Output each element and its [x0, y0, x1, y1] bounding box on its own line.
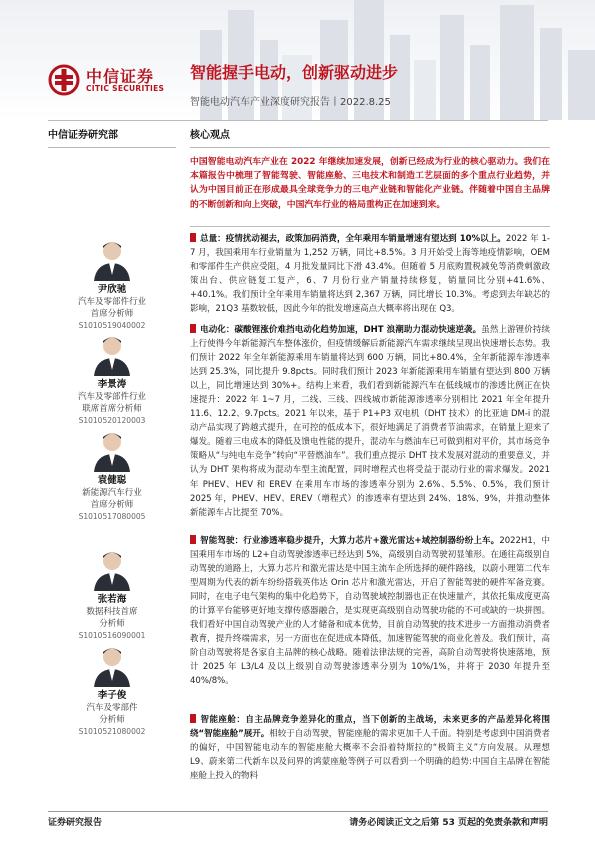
core-views-heading: 核心观点 [190, 130, 230, 141]
section-smart-cockpit [190, 713, 550, 783]
section-electrification [190, 323, 550, 520]
report-subtitle: 智能电动汽车产业深度研究报告丨2022.8.25 [190, 97, 391, 108]
left-heading-divider [48, 147, 176, 148]
section-smart-driving [190, 534, 550, 689]
section-lead: 智能座舱：自主品牌竞争差异化的重点，当下创新的主战场，未来更多的产品差异化将围绕“智能座舱”展开。 [190, 715, 550, 740]
analyst-license-id: S1010519040002 [78, 321, 146, 330]
analyst-title: 联席首席分析师 [82, 404, 142, 414]
logo-chinese-text: 中信证券 [86, 67, 155, 86]
analyst-license-id: S1010517080005 [78, 512, 146, 521]
right-heading-divider [190, 147, 550, 148]
analyst-photo [92, 428, 132, 472]
core-views-column [190, 128, 550, 148]
citic-securities-logo [48, 62, 178, 98]
section-body: 2022 年 1-7 月，我国乘用车行业销量为 1,252 万辆，同比+8.5%。3 月开始受上海等地疫情影响，OEM 和零部件生产供应受阻，4 月批发量同比下滑 43.4%。但随着 5 月底购置税减免等消费刺激政策出台、供应链复工复产，6、7 月份行业产销量持续修复，销量同比分别+41.6%、+40.1%。我们预计全年乘用车销量将达到 2,367 万辆，同比增长 10.3%。考虑到去年缺芯的影响，21Q3 基数较低，因此今年的批发增速高点大概率将出现在 Q3。 [190, 234, 550, 315]
analyst-title: 数据科技首席 [86, 607, 138, 617]
analyst-name: 张若海 [97, 594, 127, 605]
logo-english-text: CITIC SECURITIES [86, 84, 165, 93]
section-bullet-marker [190, 714, 196, 723]
analyst-card [48, 332, 176, 427]
analyst-title: 分析师 [99, 715, 125, 725]
header-divider [48, 120, 548, 121]
section-body: 虽然上游锂价持续上行使得今年新能源汽车整体涨价，但疫情缓解后新能源汽车需求继续呈现出快速增长态势。我们预计 2022 年全年新能源乘用车销量将达到 600 万辆，同比+80.4%，全年新能源车渗透率达到 25.3%，同比提升 9.8pcts。同时我们预计 2023 年新能源乘用车销量有望达到 800 万辆以上，同比增速达到 30%+。结构上来看，我们看到新能源汽车在低线城市的渗透比例正在快速提升：2022 年 1~7 月，二线、三线、四线城市新能源渗透率分别相比 2021 年全年提升 11.6、12.2、9.7pcts。2021 年以来，基于 P1+P3 双电机（DHT 技术）的比亚迪 DM-i 的混动产品实现了跨越式提升，在可控的低成本下，很好地满足了消费者节油需求，在销量上迎来了爆发。随着三电成本的降低及馈电性能的提升，混动车与燃油车已可做到相对平价，其市场竞争策略从“与纯电车竞争”转向“平替燃油车”。我们重点提示 DHT 技术发展对混动的重要意义，并认为 DHT 架构将成为混动车型主流配置，同时增程式也将受益于混动行业的需求爆发。2021 年 PHEV、HEV 和 EREV 在乘用车市场的渗透率分别为 2.6%、5.5%、0.5%，我们预计 2025 年，PHEV、HEV、EREV（增程式）的渗透率有望达到 24%、18%、9%，并推动整体新能源车占比提至 70%。 [190, 325, 550, 518]
footer-disclaimer-notice: 请务必阅读正文之后第 53 页起的免责条款和声明 [349, 818, 548, 828]
report-header [0, 0, 595, 120]
section-volume [190, 232, 550, 316]
section-body: 相较于自动驾驶，智能座舱的需求更加千人千面。特别是考虑到中国消费者的偏好，中国智能电动车的智能座舱大概率不会沿着特斯拉的“极简主义”方向发展。从理想 L9、蔚来第二代新车以及问界的鸿蒙座舱等例子可以看到一个明确的趋势:中国自主品牌在智能座舱上投入的物料 [190, 729, 550, 782]
analyst-card [48, 428, 176, 523]
analyst-card [48, 643, 176, 738]
report-title: 智能握手电动，创新驱动进步 [190, 63, 399, 82]
footer-divider [48, 811, 548, 812]
analyst-name: 李子俊 [97, 690, 127, 701]
analyst-photo [92, 237, 132, 281]
analyst-title: 首席分析师 [90, 500, 134, 510]
analyst-title: 分析师 [99, 619, 125, 629]
section-bullet-marker [190, 324, 196, 333]
analyst-name: 李景涛 [97, 379, 127, 390]
research-dept-column [48, 128, 176, 148]
research-dept-heading: 中信证券研究部 [48, 130, 118, 141]
section-body: 2022H1，中国乘用车市场的 L2+自动驾驶渗透率已经达到 5%，高级别自动驾驶初显雏形。在通往高级别自动驾驶的道路上，大算力芯片和激光雷达是中国主流车企所选择的硬件路线，以蔚小理第二代车型周期为代表的新车纷纷搭载英伟达 Orin 芯片和激光雷达，开启了智能驾驶的硬件军备竞赛。同时，在电子电气架构的集中化趋势下，自动驾驶域控制器也正在快速量产，其依托集成度更高的计算平台能够更好地支撑传感器融合，是实现更高级别自动驾驶功能的不可或缺的一块拼图。我们看好中国自动驾驶产业的人才储备和成本优势，目前自动驾驶的技术进步一方面推动消费者教育，提升终端需求，另一方面也在促进成本降低，加速智能驾驶的商业化普及。我们预计，高阶自动驾驶将是各家自主品牌的核心战略。随着法律法规的完善，高阶自动驾驶将快速落地，预计 2025 年 L3/L4 及以上级别自动驾驶渗透率分别为 10%/1%，并将于 2030 年提升至 40%/8%。 [190, 536, 550, 687]
analyst-card [48, 547, 176, 642]
analyst-title: 汽车及零部件行业 [77, 392, 146, 402]
analyst-title: 新能源汽车行业 [82, 488, 142, 498]
section-lead: 总量：疫情扰动褪去，政策加码消费，全年乘用车销量增速有望达到 10%以上。 [200, 234, 506, 244]
section-bullet-marker [190, 535, 196, 544]
section-lead: 电动化：碳酸锂涨价难挡电动化趋势加速，DHT 浪潮助力混动快速逆袭。 [200, 325, 482, 335]
analyst-license-id: S1010516090001 [78, 631, 146, 640]
section-lead: 智能驾驶：行业渗透率稳步提升，大算力芯片+激光雷达+域控制器纷纷上车。 [200, 536, 500, 546]
analyst-photo [92, 643, 132, 687]
summary-divider [190, 226, 550, 227]
footer-report-type: 证券研究报告 [48, 818, 103, 828]
analyst-license-id: S1010520120003 [78, 416, 146, 425]
analyst-title: 首席分析师 [90, 309, 134, 319]
analyst-card [48, 237, 176, 332]
analyst-license-id: S1010521080002 [78, 727, 146, 736]
analyst-photo [92, 547, 132, 591]
section-bullet-marker [190, 233, 196, 242]
summary-paragraph: 中国智能电动汽车产业在 2022 年继续加速发展，创新已经成为行业的核心驱动力。我们在本篇报告中梳理了智能驾驶、智能座舱、三电技术和制造工艺层面的多个重点行业趋势，并认为中国目前正在形成最具全球竞争力的三电产业链和智能化产业链。伴随着中国自主品牌的不断创新和向上突破，中国汽车行业的格局重构正在加速到来。 [190, 157, 550, 210]
analyst-name: 尹欣驰 [97, 284, 127, 295]
analyst-title: 汽车及零部件行业 [77, 297, 146, 307]
citic-logo-icon [48, 64, 80, 96]
analyst-name: 袁健聪 [97, 475, 127, 486]
analyst-title: 汽车及零部件 [86, 703, 138, 713]
analyst-photo [92, 332, 132, 376]
